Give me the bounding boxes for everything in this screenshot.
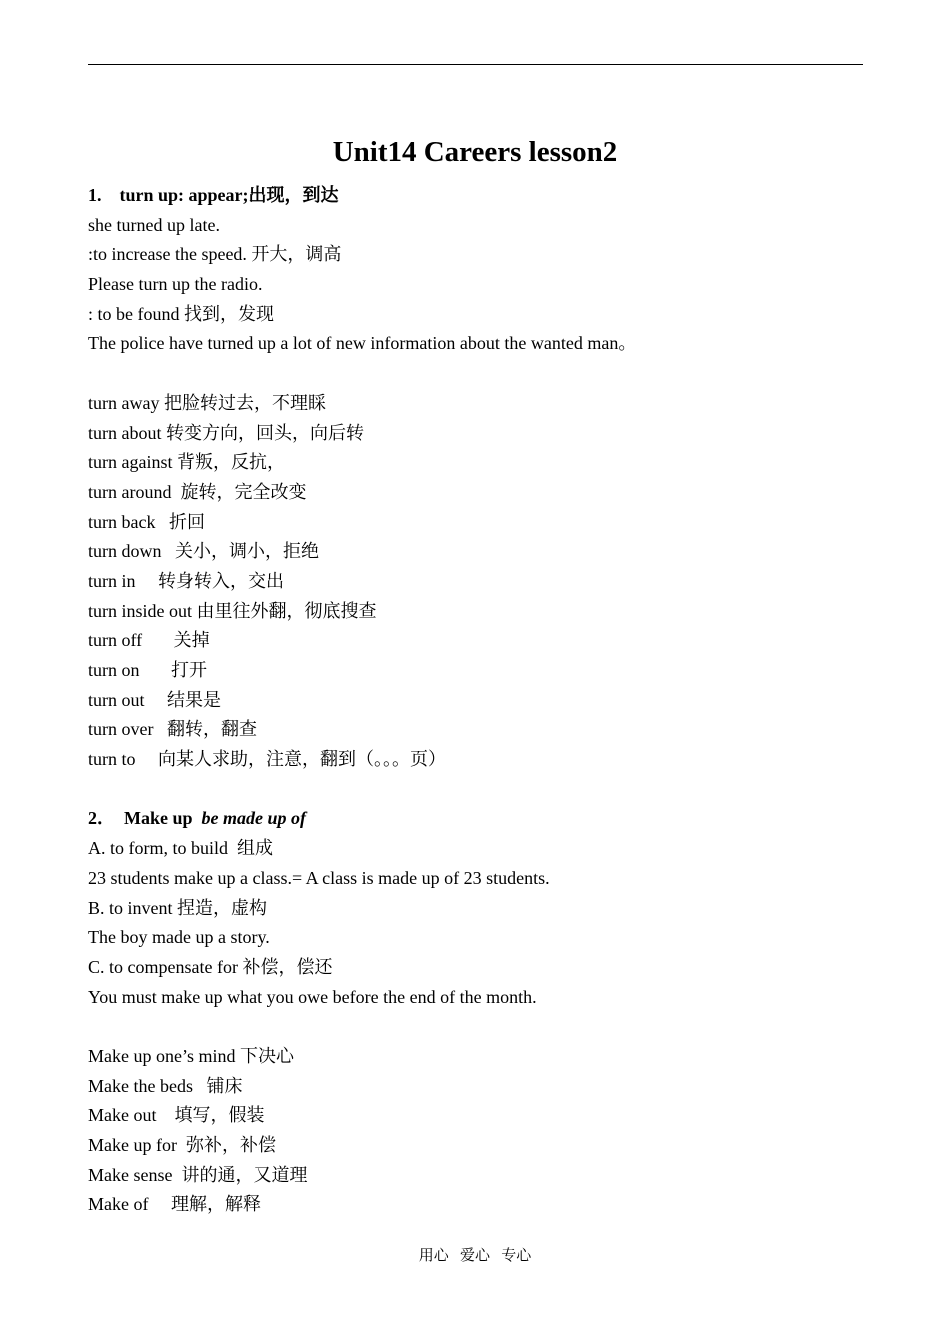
text-line: she turned up late. bbox=[88, 214, 220, 235]
phrase-line: turn against 背叛，反抗， bbox=[88, 452, 285, 473]
phrase-line: turn over 翻转，翻查 bbox=[88, 719, 257, 740]
phrase-line: turn to 向某人求助，注意，翻到（。。。页） bbox=[88, 749, 446, 770]
section-2-heading bbox=[88, 804, 868, 834]
text-line: 23 students make up a class.= A class is made up of 23 students. bbox=[88, 867, 550, 888]
phrase-line: turn away 把脸转过去，不理睬 bbox=[88, 392, 326, 413]
section-2-heading-bold: 2． Make up bbox=[88, 808, 202, 829]
text-line: C. to compensate for 补偿，偿还 bbox=[88, 956, 333, 977]
section-1-heading: 1. turn up: appear;出现，到达 bbox=[88, 185, 339, 205]
document-body bbox=[88, 181, 868, 1220]
blank-line bbox=[88, 359, 868, 389]
page-title: Unit14 Careers lesson2 bbox=[332, 136, 618, 168]
phrase-line: turn around 旋转，完全改变 bbox=[88, 481, 307, 502]
phrase-line: Make up one’s mind 下决心 bbox=[88, 1045, 294, 1066]
text-line: :to increase the speed. 开大，调高 bbox=[88, 244, 342, 265]
text-line: A. to form, to build 组成 bbox=[88, 838, 273, 859]
phrase-line: Make sense 讲的通，又道理 bbox=[88, 1164, 308, 1185]
phrase-line: turn about 转变方向，回头，向后转 bbox=[88, 422, 364, 443]
phrase-line: turn on 打开 bbox=[88, 660, 207, 680]
text-line: B. to invent 捏造，虚构 bbox=[88, 897, 267, 918]
phrase-line: turn inside out 由里往外翻，彻底搜查 bbox=[88, 600, 377, 621]
text-line: Please turn up the radio. bbox=[88, 274, 263, 295]
phrase-line: turn down 关小，调小，拒绝 bbox=[88, 541, 319, 562]
phrase-line: turn back 折回 bbox=[88, 511, 205, 532]
phrase-line: Make of 理解，解释 bbox=[88, 1194, 261, 1215]
text-line: You must make up what you owe before the end of the month. bbox=[88, 986, 537, 1007]
text-line: The police have turned up a lot of new information about the wanted man。 bbox=[88, 333, 637, 354]
phrase-line: turn in 转身转入，交出 bbox=[88, 570, 284, 591]
phrase-line: Make the beds 铺床 bbox=[88, 1075, 243, 1096]
phrase-line: turn out 结果是 bbox=[88, 689, 221, 710]
header-rule bbox=[88, 64, 863, 65]
text-line: : to be found 找到，发现 bbox=[88, 303, 274, 324]
text-line: The boy made up a story. bbox=[88, 927, 270, 948]
blank-line bbox=[88, 775, 868, 805]
phrase-line: Make up for 弥补，补偿 bbox=[88, 1135, 276, 1155]
phrase-line: Make out 填写，假装 bbox=[88, 1105, 265, 1126]
section-2-heading-italic: be made up of bbox=[201, 808, 306, 829]
phrase-line: turn off 关掉 bbox=[88, 630, 210, 651]
blank-line bbox=[88, 1012, 868, 1042]
page-footer: 用心 爱心 专心 bbox=[418, 1248, 532, 1264]
